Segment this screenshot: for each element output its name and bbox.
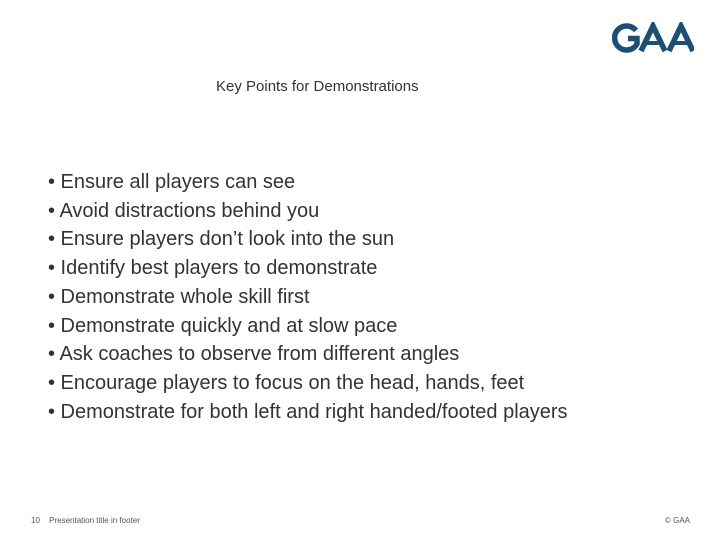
footer-left [31, 516, 140, 525]
footer-copyright: © GAA [664, 516, 690, 525]
bullet-item: • Demonstrate whole skill first [48, 285, 310, 308]
bullet-item: • Avoid distractions behind you [48, 199, 320, 222]
bullet-item: • Encourage players to focus on the head, hands, feet [48, 371, 525, 394]
slide-title: Key Points for Demonstrations [216, 78, 419, 95]
bullet-item: • Ensure all players can see [48, 171, 296, 193]
bullet-item: • Ask coaches to observe from different angles [48, 343, 460, 366]
bullet-item: • Demonstrate for both left and right handed/footed players [48, 400, 568, 423]
bullet-item: • Demonstrate quickly and at slow pace [48, 314, 398, 337]
bullet-item: • Ensure players don’t look into the sun [48, 228, 395, 251]
bullet-list [48, 168, 568, 426]
gaa-logo-icon [612, 22, 694, 54]
bullet-item: • Identify best players to demonstrate [48, 257, 378, 280]
page-number: 10 [31, 516, 40, 525]
footer-presentation-title: Presentation title in footer [49, 516, 140, 525]
